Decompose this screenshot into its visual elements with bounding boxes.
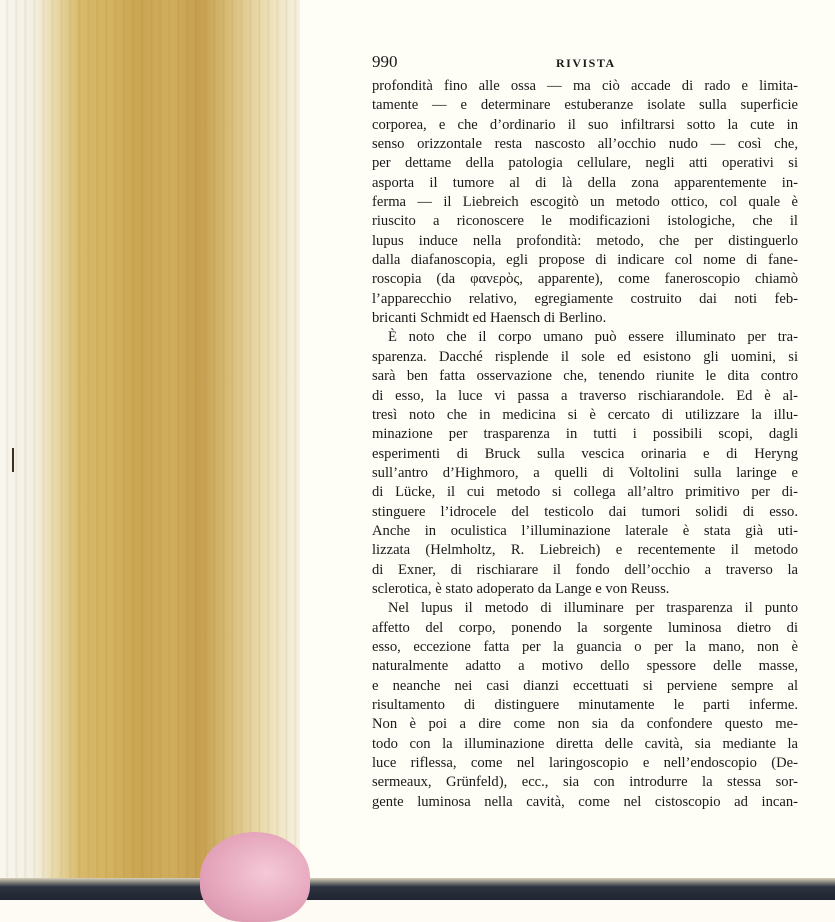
page-bottom-edge bbox=[0, 878, 835, 900]
text-line: naturalmente adatto a motivo dello spessore delle masse, bbox=[372, 658, 798, 675]
text-line: sclerotica, è stato adoperato da Lange e von Reuss. bbox=[372, 580, 670, 597]
text-line: tresì noto che in medicina si è cercato di utilizzare la illu- bbox=[372, 406, 798, 423]
text-line: gente luminosa nella cavità, come nel cistoscopio ad incan- bbox=[372, 793, 798, 810]
page-header bbox=[372, 52, 798, 74]
text-line: Non è poi a dire come non sia da confondere questo me- bbox=[372, 716, 798, 733]
text-line: ferma — il Liebreich escogitò un metodo ottico, col quale è bbox=[372, 194, 798, 211]
text-line: senso orizzontale resta nascosto all’occhio nudo — così che, bbox=[372, 136, 798, 153]
text-line: di Exner, di rischiarare il fondo dell’occhio a traverso la bbox=[372, 561, 798, 578]
text-line: todo con la illuminazione diretta delle cavità, sia mediante la bbox=[372, 735, 798, 752]
thumb-finger bbox=[200, 832, 310, 922]
text-line: sparenza. Dacché risplende il sole ed esistono gli uomini, si bbox=[372, 348, 798, 365]
text-line: riuscito a riconoscere le modificazioni istologiche, che il bbox=[372, 213, 798, 230]
book-gutter bbox=[0, 0, 300, 900]
text-line: corporea, e che d’ordinario il suo infiltrarsi sotto la cute in bbox=[372, 116, 798, 133]
text-line: È noto che il corpo umano può essere illuminato per tra- bbox=[388, 329, 798, 346]
running-head: RIVISTA bbox=[556, 56, 616, 70]
text-line: risultamento di distinguere minutamente le parti inferme. bbox=[372, 697, 798, 713]
text-line: lizzata (Helmholtz, R. Liebreich) e recentemente il metodo bbox=[372, 542, 798, 559]
gutter-mark bbox=[12, 448, 14, 472]
text-line: dalla diafanoscopia, egli propose di indicare col nome di fane- bbox=[372, 252, 798, 269]
text-line: Anche in oculistica l’illuminazione laterale è stata già uti- bbox=[372, 522, 798, 539]
text-line: per dettame della patologia cellulare, negli atti operativi si bbox=[372, 155, 798, 172]
text-line: esperimenti di Bruck sulla vescica orinaria e di Heryng bbox=[372, 445, 798, 462]
text-line: di esso, la luce vi passa a traverso rischiarandole. Ed è al- bbox=[372, 387, 798, 404]
text-line: sull’antro d’Highmoro, a quelli di Voltolini sulla laringe e bbox=[372, 464, 798, 481]
text-line: luce riflessa, come nel laringoscopio e nell’endoscopio (De- bbox=[372, 755, 798, 772]
text-line: Nel lupus il metodo di illuminare per trasparenza il punto bbox=[388, 600, 798, 617]
text-line: asporta il tumore al di là della zona apparentemente in- bbox=[372, 174, 798, 191]
page-number: 990 bbox=[372, 52, 398, 71]
text-line: sarà ben fatta osservazione che, tenendo riunite le dita contro bbox=[372, 368, 798, 385]
text-line: lupus induce nella profondità: metodo, che per distinguerlo bbox=[372, 232, 798, 249]
text-line: tamente — e determinare estuberanze isolate sulla superficie bbox=[372, 97, 798, 114]
text-line: affetto del corpo, ponendo la sorgente luminosa dietro di bbox=[372, 619, 798, 636]
text-line: profondità fino alle ossa — ma ciò accade di rado e limita- bbox=[372, 78, 798, 94]
text-line: stinguere l’idrocele del testicolo dai tumori solidi di esso. bbox=[372, 503, 798, 520]
text-line: minazione per trasparenza in tutti i possibili scopi, dagli bbox=[372, 426, 798, 443]
text-line: l’apparecchio relativo, egregiamente costruito dai noti feb- bbox=[372, 290, 798, 307]
text-line: di Lücke, il cui metodo si collega all’altro primitivo per di- bbox=[372, 484, 798, 501]
text-line: roscopia (da φανερὸς, apparente), come faneroscopio chiamò bbox=[372, 271, 798, 288]
body-text bbox=[372, 77, 798, 812]
text-line: e neanche nei casi dianzi eccettuati si perviene sempre al bbox=[372, 677, 798, 694]
text-line: sermeaux, Grünfeld), ecc., sia con introdurre la stessa sor- bbox=[372, 774, 798, 791]
text-line: esso, eccezione fatta per la guancia o per la mano, non è bbox=[372, 638, 798, 655]
text-line: bricanti Schmidt ed Haensch di Berlino. bbox=[372, 310, 607, 327]
